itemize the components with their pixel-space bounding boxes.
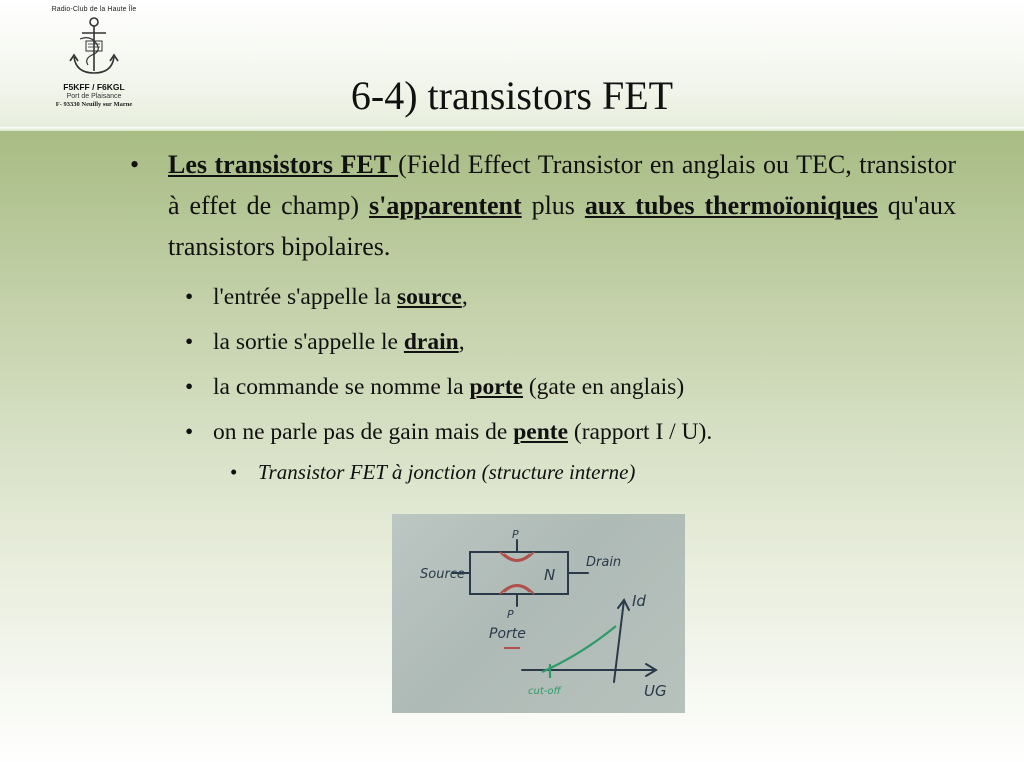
label-drain: Drain [586,555,622,570]
bullet-marker: • [185,419,194,445]
sub-bullet-text: (gate en anglais) [522,374,685,400]
label-porte: Porte [489,626,526,642]
term-source: source [396,284,462,310]
main-bullet [130,144,956,267]
logo-address: F- 93330 Neuilly sur Marne [55,101,133,108]
bullet-marker: • [185,284,194,310]
term-porte: porte [469,374,523,400]
label-cutoff: cut-off [528,686,561,697]
sub-bullet-text: on ne parle pas de gain mais de [213,419,514,445]
label-p-top: P [512,528,519,541]
main-text-2: plus [521,191,585,220]
jfet-structure-photo [392,514,685,713]
sub-bullet-source [185,282,956,312]
bullet-marker: • [130,150,140,179]
header-divider [0,127,1024,131]
term-drain: drain [403,329,459,355]
label-ug: UG [644,682,667,700]
transfer-curve [542,626,616,672]
bullet-marker: • [230,460,238,484]
term-tubes: aux tubes thermoïoniques [584,191,878,220]
sub-bullet-pente [185,417,956,447]
slide-content [130,144,956,485]
sub-bullet-text: , [458,329,465,355]
sub-bullet-text: la sortie s'appelle le [213,329,404,355]
label-source: Source [420,567,465,582]
main-text-3: qu'aux transistors bipolaires. [168,191,956,261]
logo-port: Port de Plaisance [66,93,122,100]
label-id: Id [632,592,646,610]
main-text-1: (Field Effect Transistor en anglais ou TEC, transistor à effet de champ) [168,150,956,220]
sub-bullet-text: la commande se nomme la [213,374,470,400]
sub-bullet-text: , [461,284,468,310]
term-apparentent: s'apparentent [368,191,522,220]
bullet-marker: • [185,329,194,355]
sub-bullet-text: (rapport I / U). [568,419,713,445]
label-n: N [544,566,556,584]
term-transistors-fet: Les transistors FET [168,150,399,179]
sub-bullet-porte [185,372,956,402]
anchor-icon [66,15,122,79]
sub-bullet-drain [185,327,956,357]
logo-callsigns: F5KFF / F6KGL [63,82,125,92]
label-p-bottom: P [507,608,514,621]
bullet-marker: • [185,374,194,400]
logo-club-name: Radio-Club de la Haute Île [51,6,137,13]
slide-title: 6-4) transistors FET [350,73,674,118]
sub-bullet-text: l'entrée s'appelle la [213,284,397,310]
sub-sub-bullet-figure-caption [230,459,956,485]
figure-caption: Transistor FET à jonction (structure interne) [258,460,636,484]
term-pente: pente [513,419,569,445]
